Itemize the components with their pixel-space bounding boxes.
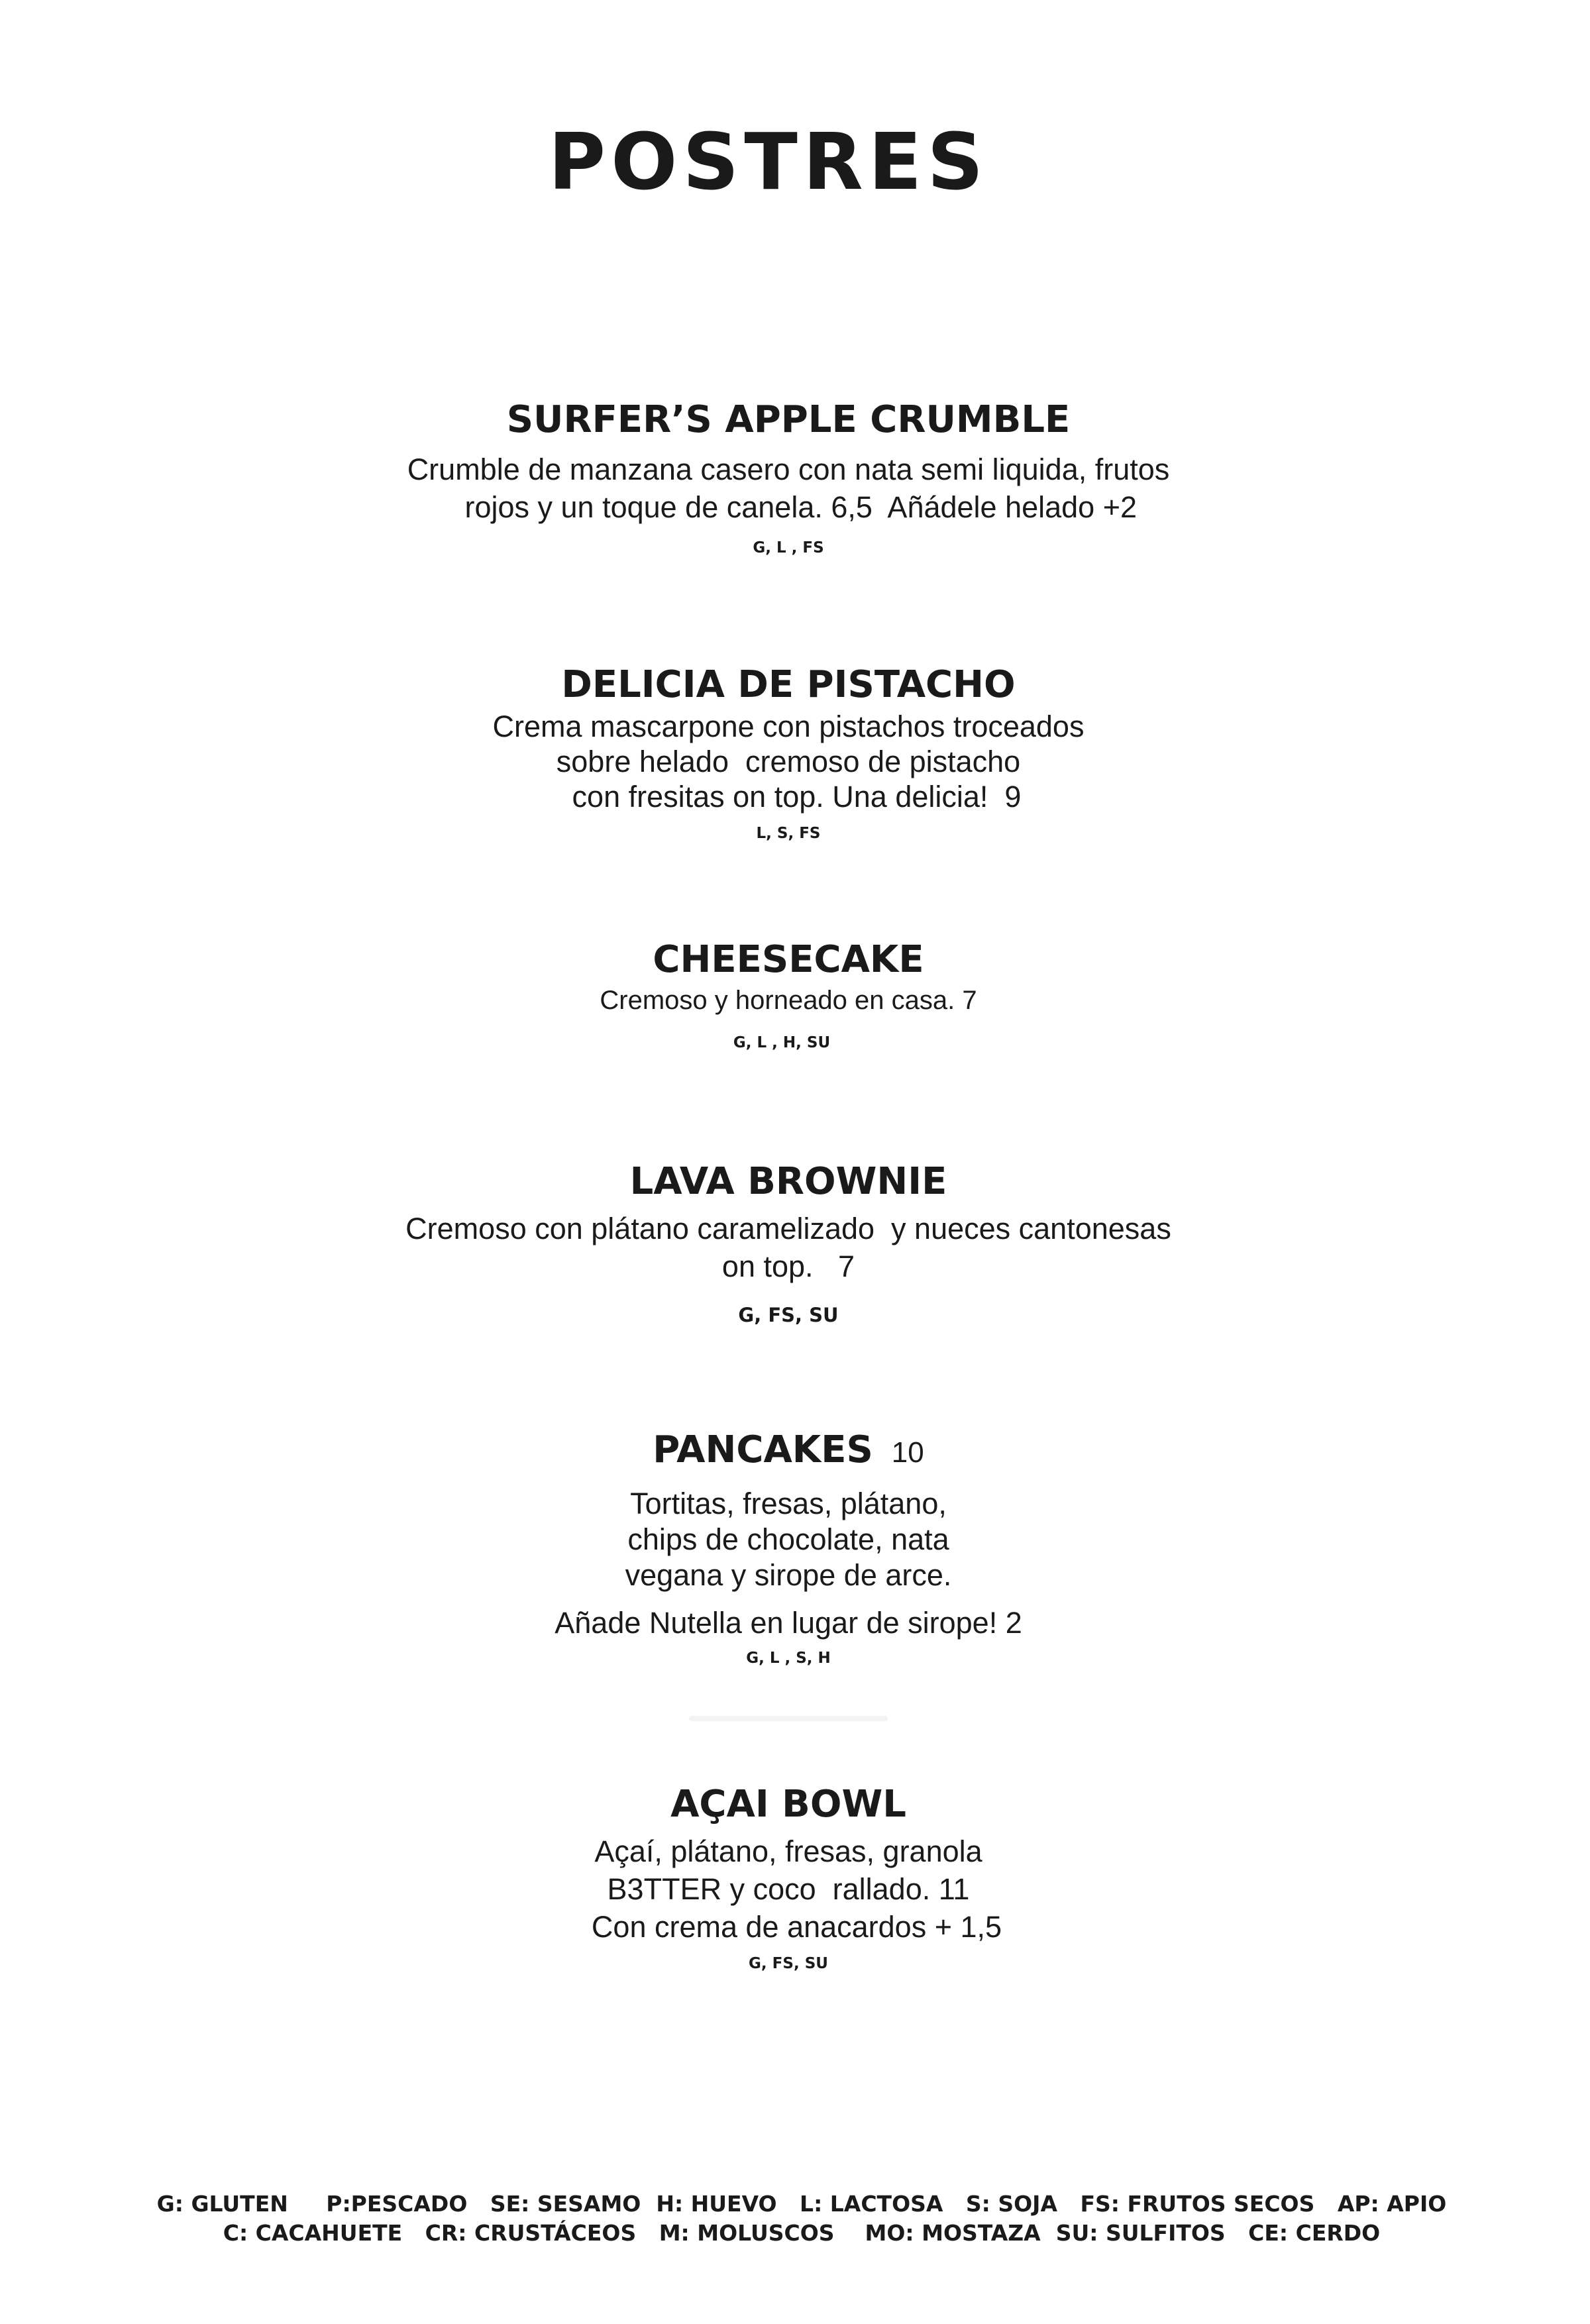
description-line: chips de chocolate, nata xyxy=(627,1522,949,1556)
item-extra-option: Añade Nutella en lugar de sirope! 2 xyxy=(555,1606,1022,1640)
allergen-legend-line-1: G: GLUTEN P:PESCADO SE: SESAMO H: HUEVO L: LACTOSA S: SOJA FS: FRUTOS SECOS AP: APIO xyxy=(156,2191,1447,2217)
description-line: con fresitas on top. Una delicia! 9 xyxy=(555,780,1022,814)
allergen-codes: G, L , FS xyxy=(753,539,824,556)
faint-divider xyxy=(689,1716,888,1721)
description-line: vegana y sirope de arce. xyxy=(625,1558,952,1592)
menu-item-lava-brownie xyxy=(0,1158,1577,1325)
item-name: CHEESECAKE xyxy=(653,938,924,981)
item-name: SURFER’S APPLE CRUMBLE xyxy=(506,398,1071,441)
description-line: on top. 7 xyxy=(721,1249,855,1283)
item-name: AÇAI BOWL xyxy=(670,1783,906,1826)
allergen-codes: L, S, FS xyxy=(756,825,821,842)
menu-item-acai-bowl xyxy=(0,1781,1577,1974)
description-line: rojos y un toque de canela. 6,5 Añádele helado +2 xyxy=(439,490,1138,524)
item-description xyxy=(0,1486,1577,1593)
item-name-text: PANCAKES xyxy=(653,1428,873,1471)
item-description xyxy=(0,450,1577,526)
description-line: B3TTER y coco rallado. 11 xyxy=(607,1872,970,1906)
item-description xyxy=(0,1210,1577,1285)
description-line: Tortitas, fresas, plátano, xyxy=(630,1487,947,1520)
item-name xyxy=(0,1426,1577,1477)
item-price: 10 xyxy=(891,1436,924,1469)
description-line: Açaí, plátano, fresas, granola xyxy=(594,1834,982,1868)
description-line: Cremoso y horneado en casa. 7 xyxy=(600,986,977,1015)
description-line: Crema mascarpone con pistachos troceados xyxy=(492,710,1085,743)
item-description xyxy=(0,984,1577,1017)
item-name: DELICIA DE PISTACHO xyxy=(561,663,1016,706)
page-title: POSTRES xyxy=(548,116,989,207)
item-name: LAVA BROWNIE xyxy=(629,1160,947,1203)
description-line: Crumble de manzana casero con nata semi liquida, frutos xyxy=(407,452,1170,486)
item-description xyxy=(0,1832,1577,1946)
description-line: sobre helado cremoso de pistacho xyxy=(556,745,1021,778)
menu-item-delicia-pistacho xyxy=(0,661,1577,843)
description-line: Cremoso con plátano caramelizado y nueces cantonesas xyxy=(405,1212,1171,1245)
allergen-codes: G, L , H, SU xyxy=(733,1034,831,1051)
allergen-codes: G, L , S, H xyxy=(746,1650,831,1667)
description-line: Con crema de anacardos + 1,5 xyxy=(574,1910,1002,1944)
allergen-legend-line-2: C: CACAHUETE CR: CRUSTÁCEOS M: MOLUSCOS MO: MOSTAZA SU: SULFITOS CE: CERDO xyxy=(223,2220,1381,2246)
menu-item-apple-crumble xyxy=(0,396,1577,558)
allergen-codes: G, FS, SU xyxy=(749,1955,828,1972)
item-description xyxy=(0,709,1577,814)
allergen-codes: G, FS, SU xyxy=(738,1304,839,1326)
menu-item-cheesecake xyxy=(0,936,1577,1053)
menu-item-pancakes xyxy=(0,1426,1577,1668)
